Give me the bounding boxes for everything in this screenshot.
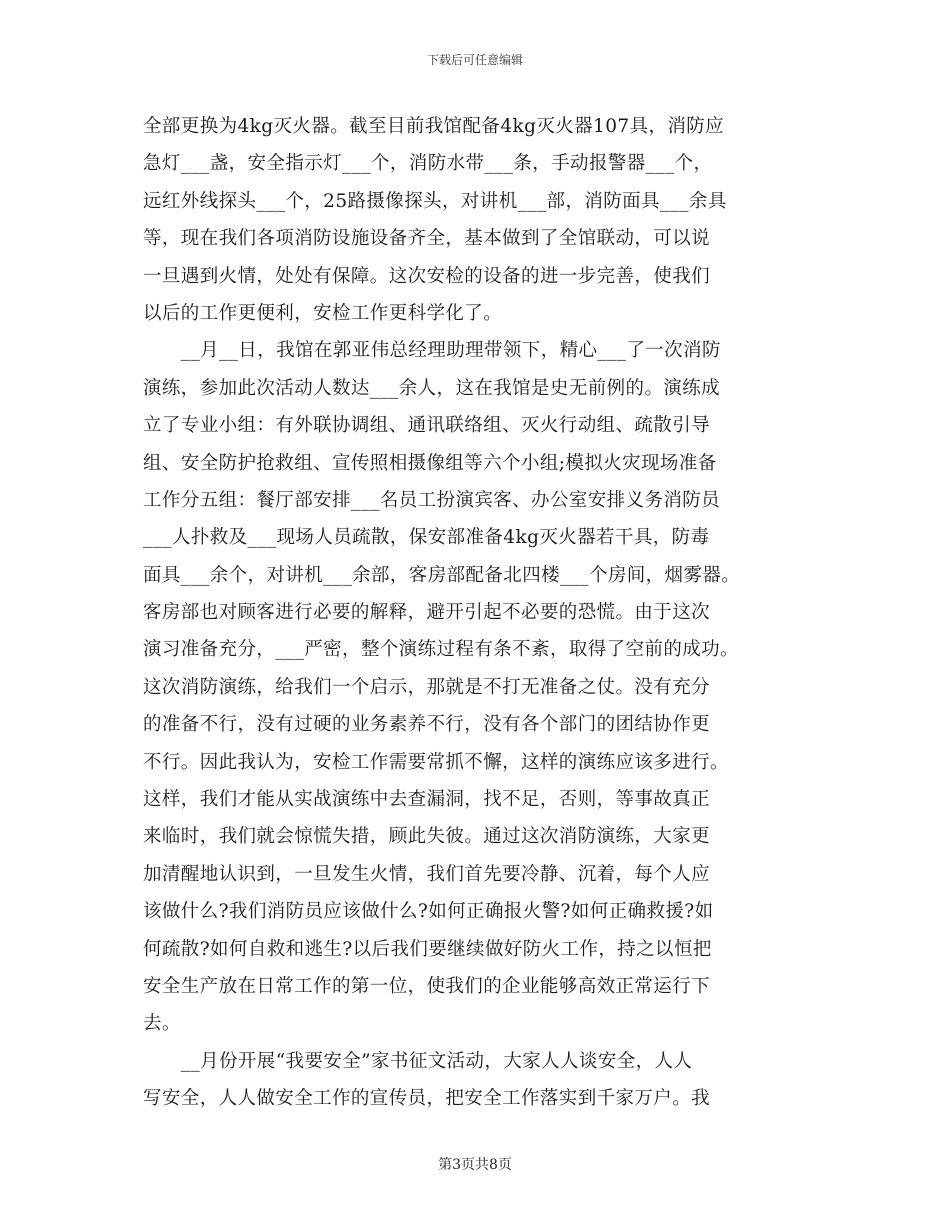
- body-line-22: 该做什么?我们消防员应该做什么?如何正确报火警?如何正确救援?如: [143, 901, 714, 923]
- body-line-13: 面具___余个，对讲机___余部，客房部配备北四楼___个房间，烟雾器。: [143, 564, 741, 586]
- body-line-23: 何疏散?如何自救和逃生?以后我们要继续做好防火工作，持之以恒把: [143, 938, 712, 960]
- body-line-14: 客房部也对顾客进行必要的解释，避开引起不必要的恐慌。由于这次: [143, 602, 711, 624]
- body-line-8: 演练，参加此次活动人数达___余人，这在我馆是史无前例的。演练成: [143, 377, 721, 399]
- body-line-18: 不行。因此我认为，安检工作需要常抓不懈，这样的演练应该多进行。: [143, 751, 729, 773]
- body-line-16: 这次消防演练，给我们一个启示，那就是不打无准备之仗。没有充分: [143, 676, 711, 698]
- body-line-11: 工作分五组：餐厅部安排___名员工扮演宾客、办公室安排义务消防员: [143, 489, 721, 511]
- body-line-24: 安全生产放在日常工作的第一位，使我们的企业能够高效正常运行下: [143, 975, 711, 997]
- body-line-20: 来临时，我们就会惊慌失措，顾此失彼。通过这次消防演练，大家更: [143, 826, 711, 848]
- body-line-3: 远红外线探头___个，25路摄像探头，对讲机___部，消防面具___余具: [143, 190, 727, 212]
- body-line-9: 立了专业小组：有外联协调组、通讯联络组、灭火行动组、疏散引导: [143, 415, 711, 437]
- body-line-2: 急灯___盏，安全指示灯___个，消防水带___条，手动报警器___个，: [143, 153, 713, 175]
- page-header: 下载后可任意编辑: [426, 53, 523, 67]
- body-line-1: 全部更换为4kg灭火器。截至目前我馆配备4kg灭火器107具，消防应: [143, 116, 725, 137]
- body-line-4: 等，现在我们各项消防设施设备齐全，基本做到了全馆联动，可以说: [143, 228, 711, 250]
- body-line-25: 去。: [143, 1013, 181, 1035]
- body-line-5: 一旦遇到火情，处处有保障。这次安检的设备的进一步完善，使我们: [143, 265, 711, 287]
- body-line-21: 加清醒地认识到，一旦发生火情，我们首先要冷静、沉着，每个人应: [143, 863, 711, 885]
- document-body: [143, 108, 823, 1118]
- body-line-10: 组、安全防护抢救组、宣传照相摄像组等六个小组;模拟火灾现场准备: [143, 452, 717, 474]
- body-line-26: __月份开展“我要安全”家书征文活动，大家人人谈安全，人人: [143, 1050, 693, 1072]
- body-line-15: 演习准备充分，___严密，整个演练过程有条不紊，取得了空前的成功。: [143, 639, 739, 661]
- page-footer: 第3页共8页: [438, 1157, 512, 1173]
- body-line-12: ___人扑救及___现场人员疏散，保安部准备4kg灭火器若干具，防毒: [143, 527, 710, 549]
- body-line-6: 以后的工作更便利，安检工作更科学化了。: [143, 302, 503, 324]
- body-line-27: 写安全，人人做安全工作的宣传员，把安全工作落实到千家万户。我: [143, 1088, 711, 1110]
- body-line-7: __月__日，我馆在郭亚伟总经理助理带领下，精心___了一次消防: [143, 340, 721, 362]
- body-line-17: 的准备不行，没有过硬的业务素养不行，没有各个部门的团结协作更: [143, 714, 711, 736]
- body-line-19: 这样，我们才能从实战演练中去查漏洞，找不足，否则，等事故真正: [143, 789, 711, 811]
